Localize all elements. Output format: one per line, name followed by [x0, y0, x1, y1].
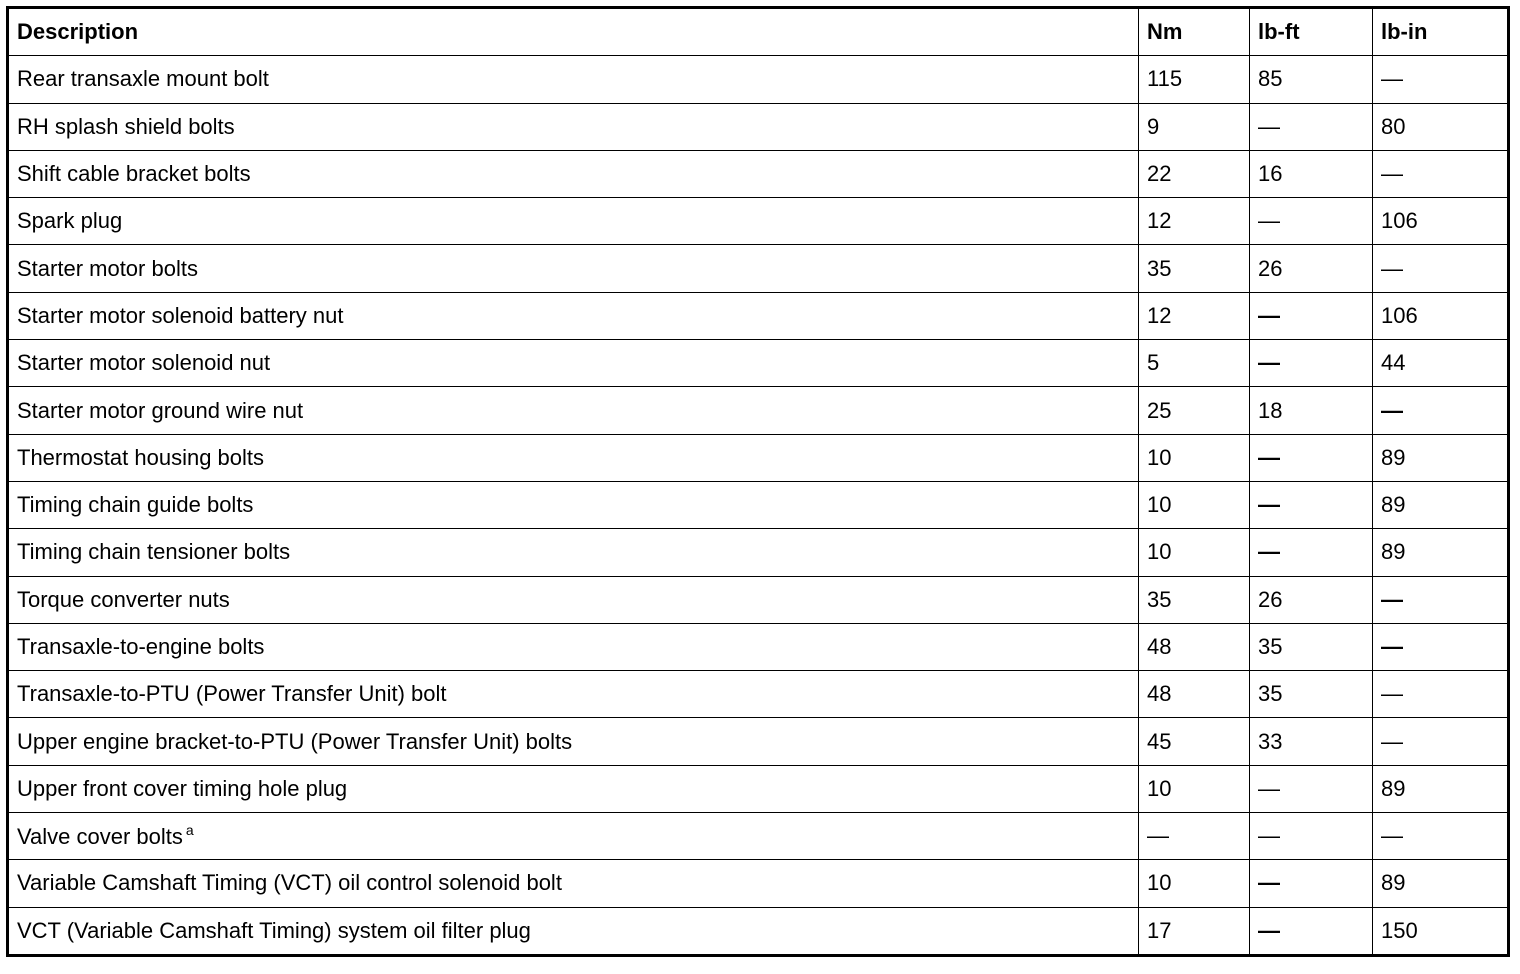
cell-description: Transaxle-to-engine bolts [8, 623, 1139, 670]
cell-description: Timing chain tensioner bolts [8, 529, 1139, 576]
table-row [8, 576, 1509, 623]
cell-nm: — [1139, 813, 1250, 860]
cell-description: Upper front cover timing hole plug [8, 765, 1139, 812]
table-row [8, 434, 1509, 481]
table-row [8, 481, 1509, 528]
cell-lb-ft: — [1250, 198, 1373, 245]
cell-lb-ft: — [1250, 340, 1373, 387]
cell-lb-in: 150 [1373, 907, 1509, 955]
cell-description: RH splash shield bolts [8, 103, 1139, 150]
cell-lb-ft: — [1250, 907, 1373, 955]
cell-nm: 10 [1139, 860, 1250, 907]
cell-lb-in: — [1373, 813, 1509, 860]
cell-lb-ft: — [1250, 481, 1373, 528]
cell-nm: 25 [1139, 387, 1250, 434]
cell-lb-in: 89 [1373, 765, 1509, 812]
cell-lb-ft: 35 [1250, 671, 1373, 718]
cell-nm: 45 [1139, 718, 1250, 765]
cell-description: Variable Camshaft Timing (VCT) oil control solenoid bolt [8, 860, 1139, 907]
cell-lb-in: — [1373, 623, 1509, 670]
cell-nm: 5 [1139, 340, 1250, 387]
footnote-marker: a [185, 822, 194, 839]
cell-lb-ft: — [1250, 434, 1373, 481]
cell-lb-in: — [1373, 245, 1509, 292]
table-header-row [8, 8, 1509, 56]
cell-lb-ft: 18 [1250, 387, 1373, 434]
table-row [8, 292, 1509, 339]
header-lb-in: lb-in [1373, 8, 1509, 56]
header-lb-ft: lb-ft [1250, 8, 1373, 56]
table-row [8, 103, 1509, 150]
cell-description: Timing chain guide bolts [8, 481, 1139, 528]
cell-description: Shift cable bracket bolts [8, 150, 1139, 197]
cell-nm: 10 [1139, 765, 1250, 812]
cell-lb-in: 106 [1373, 198, 1509, 245]
table-row [8, 198, 1509, 245]
cell-lb-ft: — [1250, 103, 1373, 150]
table-row [8, 150, 1509, 197]
table-row [8, 765, 1509, 812]
cell-description: Starter motor ground wire nut [8, 387, 1139, 434]
cell-description: Thermostat housing bolts [8, 434, 1139, 481]
cell-lb-ft: — [1250, 765, 1373, 812]
table-row [8, 813, 1509, 860]
cell-nm: 17 [1139, 907, 1250, 955]
cell-lb-ft: 16 [1250, 150, 1373, 197]
cell-lb-ft: — [1250, 860, 1373, 907]
cell-lb-in: — [1373, 150, 1509, 197]
cell-description: Starter motor bolts [8, 245, 1139, 292]
cell-description: Upper engine bracket-to-PTU (Power Transfer Unit) bolts [8, 718, 1139, 765]
cell-nm: 35 [1139, 576, 1250, 623]
cell-lb-ft: 85 [1250, 56, 1373, 103]
table-row [8, 56, 1509, 103]
header-nm: Nm [1139, 8, 1250, 56]
cell-lb-ft: — [1250, 529, 1373, 576]
header-description: Description [8, 8, 1139, 56]
cell-lb-in: 89 [1373, 481, 1509, 528]
cell-lb-in: 89 [1373, 860, 1509, 907]
table-row [8, 623, 1509, 670]
cell-lb-in: 44 [1373, 340, 1509, 387]
cell-lb-in: — [1373, 718, 1509, 765]
table-row [8, 387, 1509, 434]
cell-nm: 35 [1139, 245, 1250, 292]
cell-lb-ft: 33 [1250, 718, 1373, 765]
cell-lb-ft: 35 [1250, 623, 1373, 670]
table-row [8, 529, 1509, 576]
cell-lb-in: — [1373, 671, 1509, 718]
cell-description: Rear transaxle mount bolt [8, 56, 1139, 103]
cell-nm: 12 [1139, 198, 1250, 245]
table-row [8, 907, 1509, 955]
cell-lb-ft: — [1250, 292, 1373, 339]
cell-description: Transaxle-to-PTU (Power Transfer Unit) bolt [8, 671, 1139, 718]
torque-spec-table [6, 6, 1510, 957]
cell-lb-in: — [1373, 56, 1509, 103]
cell-description: Torque converter nuts [8, 576, 1139, 623]
cell-nm: 10 [1139, 529, 1250, 576]
cell-nm: 12 [1139, 292, 1250, 339]
table-row [8, 245, 1509, 292]
cell-nm: 9 [1139, 103, 1250, 150]
table-row [8, 340, 1509, 387]
cell-lb-in: 80 [1373, 103, 1509, 150]
cell-description-text: Valve cover bolts [17, 824, 183, 850]
cell-nm: 10 [1139, 434, 1250, 481]
table-row [8, 860, 1509, 907]
cell-lb-in: 89 [1373, 434, 1509, 481]
cell-description [8, 813, 1139, 860]
cell-description: VCT (Variable Camshaft Timing) system oil filter plug [8, 907, 1139, 955]
cell-lb-ft: 26 [1250, 245, 1373, 292]
cell-lb-in: — [1373, 387, 1509, 434]
cell-description: Spark plug [8, 198, 1139, 245]
cell-nm: 48 [1139, 671, 1250, 718]
cell-nm: 22 [1139, 150, 1250, 197]
table-row [8, 671, 1509, 718]
cell-nm: 48 [1139, 623, 1250, 670]
cell-description: Starter motor solenoid nut [8, 340, 1139, 387]
cell-lb-in: 89 [1373, 529, 1509, 576]
cell-lb-in: — [1373, 576, 1509, 623]
cell-nm: 10 [1139, 481, 1250, 528]
cell-nm: 115 [1139, 56, 1250, 103]
cell-lb-in: 106 [1373, 292, 1509, 339]
cell-lb-ft: — [1250, 813, 1373, 860]
cell-lb-ft: 26 [1250, 576, 1373, 623]
cell-description: Starter motor solenoid battery nut [8, 292, 1139, 339]
table-row [8, 718, 1509, 765]
